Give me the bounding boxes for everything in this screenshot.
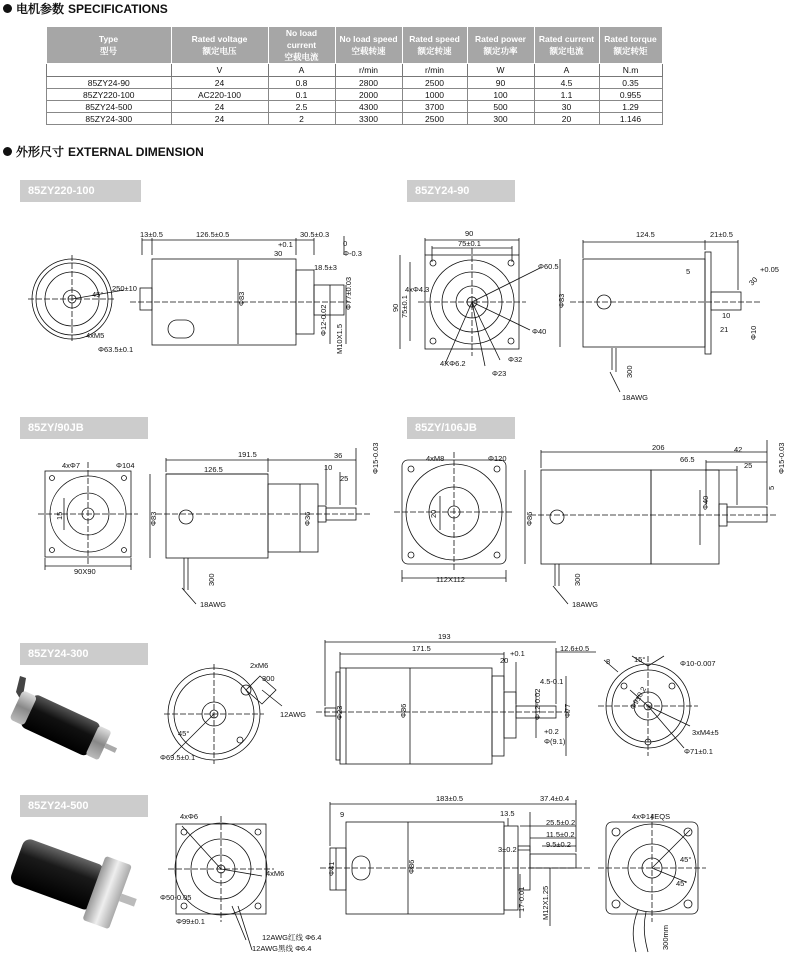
dim-label: Φ86: [399, 703, 408, 718]
dim-label: 4xM5: [86, 331, 105, 340]
dim-label: 15: [55, 511, 64, 520]
table-cell: 85ZY220-100: [47, 89, 172, 101]
dim-label: 30: [747, 275, 760, 288]
table-cell: 300: [467, 113, 534, 125]
table-cell: 90: [467, 77, 534, 89]
table-cell: 0.955: [599, 89, 662, 101]
unit-cell: A: [268, 64, 335, 77]
dim-label: Φ9±0.2: [627, 685, 649, 711]
table-cell: 4300: [335, 101, 402, 113]
dim-label: 25.5±0.2: [546, 818, 576, 827]
specs-title-en: SPECIFICATIONS: [68, 1, 168, 16]
dim-label: 12AWG黑线 Φ6.4: [252, 944, 312, 953]
dim-label: 25: [340, 474, 349, 483]
dim-label: 17-0.01: [517, 886, 526, 912]
table-cell: 3300: [335, 113, 402, 125]
dim-label: +0.2: [544, 727, 559, 736]
dim-label: 300: [625, 365, 634, 378]
dim-label: Φ12-0.02: [533, 688, 542, 720]
model-label-85zy-106jb: 85ZY/106JB: [407, 417, 515, 439]
dim-label: 4xΦ14EQS: [632, 812, 671, 821]
dim-label: 45°: [178, 729, 190, 738]
dim-label: Φ60.5: [538, 262, 559, 271]
dim-label: 4xΦ4.3: [405, 285, 430, 294]
drawing-85zy-106jb-side: [525, 440, 778, 604]
unit-cell: r/min: [402, 64, 467, 77]
table-cell: 2: [268, 113, 335, 125]
dim-label: Φ40: [532, 327, 547, 336]
dim-label: 191.5: [238, 450, 257, 459]
table-header: Rated power 额定功率: [467, 27, 534, 64]
dim-label: Φ86: [407, 859, 416, 874]
dimension-labels: [55, 229, 786, 953]
dim-label: 75±0.1: [400, 295, 409, 318]
dim-label: 171.5: [412, 644, 431, 653]
dim-label: 18.5±3: [314, 263, 337, 272]
dim-label: 21±0.5: [710, 230, 733, 239]
table-cell: 30: [534, 101, 599, 113]
table-cell: 2000: [335, 89, 402, 101]
dim-label: 300: [573, 573, 582, 586]
table-cell: 0.8: [268, 77, 335, 89]
table-header: Rated speed 额定转速: [402, 27, 467, 64]
dim-label: 250±10: [112, 284, 137, 293]
dim-label: 193: [438, 632, 451, 641]
dim-label: Φ120: [488, 454, 507, 463]
dim-label: Φ23: [492, 369, 507, 378]
drawing-85zy-90jb-front: [38, 462, 138, 570]
table-cell: 85ZY24-90: [47, 77, 172, 89]
dim-label: +0.1: [510, 649, 525, 658]
dim-label: 45°: [676, 879, 688, 888]
dim-label: 3±0.2: [498, 845, 517, 854]
unit-cell: W: [467, 64, 534, 77]
dim-label: Φ-0.3: [343, 249, 362, 258]
dim-label: 90: [465, 229, 474, 238]
dim-label: 90: [391, 303, 400, 312]
unit-cell: A: [534, 64, 599, 77]
dim-label: Φ83: [237, 291, 246, 306]
table-header: No load speed 空载转速: [335, 27, 402, 64]
dim-label: 20: [500, 656, 509, 665]
dim-label: 12AWG: [280, 710, 306, 719]
dim-label: Φ69.5±0.1: [160, 753, 196, 762]
dim-label: 25: [744, 461, 753, 470]
dim-label: Φ104: [116, 461, 135, 470]
unit-cell: N.m: [599, 64, 662, 77]
table-header: Rated current 额定电流: [534, 27, 599, 64]
dim-label: 12AWG红线 Φ6.4: [262, 933, 322, 942]
table-cell: 0.35: [599, 77, 662, 89]
drawing-85zy220-100-side: [130, 236, 350, 345]
dim-label: Φ77±0.03: [344, 276, 353, 310]
dim-label: M10X1.5: [335, 323, 344, 354]
dim-label: Φ(9.1): [544, 737, 566, 746]
model-label-85zy24-90: 85ZY24-90: [407, 180, 515, 202]
dim-label: 8: [606, 657, 611, 666]
dim-label: Φ77: [563, 703, 572, 718]
dim-label: Φ10-0.007: [680, 659, 716, 668]
dim-label: Φ12-0.02: [319, 304, 328, 336]
dim-label: 13±0.5: [140, 230, 163, 239]
model-label-85zy-90jb: 85ZY/90JB: [20, 417, 148, 439]
dim-label: +0.05: [760, 265, 779, 274]
table-cell: 85ZY24-300: [47, 113, 172, 125]
model-label-85zy220-100: 85ZY220-100: [20, 180, 141, 202]
dim-label: 66.5: [680, 455, 695, 464]
dim-label: 42: [734, 445, 743, 454]
dim-label: 11.5±0.2: [546, 830, 575, 839]
table-cell: 2.5: [268, 101, 335, 113]
specs-title-cn: 电机参数: [16, 2, 65, 16]
dim-label: 90X90: [74, 567, 96, 576]
dim-label: Φ50-0.05: [160, 893, 192, 902]
dim-label: 300: [207, 573, 216, 586]
table-cell: AC220-100: [171, 89, 268, 101]
dim-label: 30.5±0.3: [300, 230, 330, 239]
dim-label: 5: [686, 267, 691, 276]
dim-label: 126.5±0.5: [196, 230, 230, 239]
dim-label: 4xΦ6: [180, 812, 199, 821]
dim-label: 37.4±0.4: [540, 794, 570, 803]
table-header: No load current 空载电流: [268, 27, 335, 64]
dim-label: 4xM6: [266, 869, 285, 878]
dim-label: 75±0.1: [458, 239, 481, 248]
dim-label: 124.5: [636, 230, 655, 239]
dim-label: Φ83: [149, 511, 158, 526]
dim-label: Φ63.5±0.1: [98, 345, 134, 354]
dim-label: Φ86: [525, 511, 534, 526]
model-label-85zy24-500: 85ZY24-500: [20, 795, 148, 817]
dim-label: 4xM8: [426, 454, 445, 463]
drawing-85zy24-500-front: [168, 816, 274, 950]
dim-label: Φ15-0.03: [777, 442, 786, 474]
table-cell: 4.5: [534, 77, 599, 89]
unit-cell: r/min: [335, 64, 402, 77]
dim-label: 9.5±0.2: [546, 840, 571, 849]
table-header: Rated torque 额定转矩: [599, 27, 662, 64]
drawing-85zy24-500-rear: [598, 814, 706, 952]
table-cell: 1000: [402, 89, 467, 101]
dim-label: 0: [343, 239, 348, 248]
dim-label: 5: [767, 485, 776, 490]
table-cell: 2500: [402, 113, 467, 125]
dim-label: 300: [262, 674, 275, 683]
table-header: Rated voltage 额定电压: [171, 27, 268, 64]
dimension-title-en: EXTERNAL DIMENSION: [68, 144, 204, 159]
dim-label: Φ36: [303, 511, 312, 526]
dim-label: Φ32: [508, 355, 523, 364]
table-cell: 1.1: [534, 89, 599, 101]
table-cell: 3700: [402, 101, 467, 113]
dim-label: 13.5: [500, 809, 515, 818]
table-cell: 1.146: [599, 113, 662, 125]
dim-label: +0.1: [278, 240, 293, 249]
dim-label: Φ71±0.1: [684, 747, 713, 756]
unit-cell: V: [171, 64, 268, 77]
dim-label: 300mm: [661, 924, 670, 950]
dim-label: Φ23: [335, 705, 344, 720]
drawing-85zy-106jb-front: [394, 452, 514, 582]
dim-label: 4XΦ6.2: [440, 359, 466, 368]
dim-label: 18AWG: [200, 600, 226, 609]
dim-label: 21: [720, 325, 729, 334]
drawing-85zy-90jb-side: [150, 448, 372, 604]
dim-label: 18AWG: [622, 393, 648, 402]
dim-label: 30: [274, 249, 283, 258]
dim-label: 36: [334, 451, 343, 460]
dim-label: 15°: [634, 655, 646, 664]
table-cell: 85ZY24-500: [47, 101, 172, 113]
table-cell: 2500: [402, 77, 467, 89]
table-cell: 24: [171, 113, 268, 125]
dim-label: 112X112: [436, 575, 465, 584]
table-cell: 1.29: [599, 101, 662, 113]
dim-label: 45°: [680, 855, 692, 864]
table-cell: 24: [171, 77, 268, 89]
dim-label: 45°: [92, 290, 104, 299]
dim-label: Φ15-0.03: [371, 442, 380, 474]
dim-label: 12.6±0.5: [560, 644, 590, 653]
dim-label: 10: [722, 311, 731, 320]
table-header: Type 型号: [47, 27, 172, 64]
dim-label: 3xM4±5: [692, 728, 719, 737]
drawing-85zy24-300-rear: [598, 656, 698, 756]
drawing-85zy220-100-front: [28, 255, 124, 343]
table-cell: 0.1: [268, 89, 335, 101]
dim-label: Φ41: [327, 861, 336, 876]
table-cell: 2800: [335, 77, 402, 89]
table-cell: 20: [534, 113, 599, 125]
dim-label: Φ40: [701, 495, 710, 510]
dim-label: 4.5-0.1: [540, 677, 564, 686]
dim-label: Φ83: [557, 293, 566, 308]
dim-label: 20: [429, 509, 438, 518]
dim-label: 10: [324, 463, 333, 472]
table-cell: 500: [467, 101, 534, 113]
dim-label: Φ10: [749, 325, 758, 340]
table-cell: 100: [467, 89, 534, 101]
dim-label: Φ99±0.1: [176, 917, 205, 926]
model-label-85zy24-300: 85ZY24-300: [20, 643, 148, 665]
dim-label: M12X1.25: [541, 885, 550, 920]
dim-label: 206: [652, 443, 665, 452]
dim-label: 18AWG: [572, 600, 598, 609]
dim-label: 183±0.5: [436, 794, 464, 803]
table-cell: 24: [171, 101, 268, 113]
dim-label: 9: [340, 810, 345, 819]
dim-label: 4xΦ7: [62, 461, 81, 470]
drawing-85zy24-90-front: [400, 238, 540, 366]
dimension-title-cn: 外形尺寸: [16, 145, 65, 159]
dim-label: 2xM6: [250, 661, 269, 670]
dim-label: 126.5: [204, 465, 223, 474]
